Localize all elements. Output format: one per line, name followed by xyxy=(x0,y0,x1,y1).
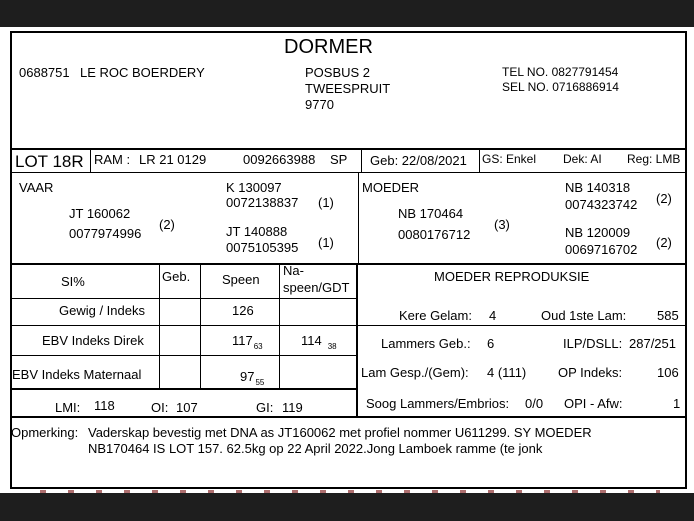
sire-dam-number: JT 140888 xyxy=(226,224,288,239)
viewer-bottom-bar xyxy=(0,493,694,521)
dam-dam-count: (2) xyxy=(656,235,672,250)
dam-dam-number: NB 120009 xyxy=(565,225,631,240)
lam-gesp-value: 4 (111) xyxy=(487,365,527,380)
lammers-geb-value: 6 xyxy=(487,336,495,351)
opi-afw-label: OPI - Afw: xyxy=(564,396,623,411)
opi-afw-value: 1 xyxy=(673,396,681,411)
soog-lammers-label: Soog Lammers/Embrios: xyxy=(366,396,510,411)
dam-sire-number: NB 140318 xyxy=(565,180,631,195)
ram-number: LR 21 0129 xyxy=(139,152,207,167)
ebv-maternaal-speen xyxy=(240,369,264,387)
ebv-direk-naspeen-value: 114 xyxy=(301,333,322,348)
vaar-number: JT 160062 xyxy=(69,206,131,221)
dek-type: Dek: AI xyxy=(563,152,602,166)
vaar-count: (2) xyxy=(159,217,175,232)
moeder-id: 0080176712 xyxy=(398,227,471,242)
lmi-label: LMI: xyxy=(55,400,81,415)
address-line-2: TWEESPRUIT xyxy=(305,81,391,96)
seller-id: 0688751 xyxy=(19,65,70,80)
sire-sire-count: (1) xyxy=(318,195,334,210)
moeder-label: MOEDER xyxy=(362,180,420,195)
naspeen-header-line1: Na- xyxy=(283,263,304,278)
geb-header: Geb. xyxy=(162,269,191,284)
breed-title: DORMER xyxy=(284,36,373,58)
ilp-dsll-label: ILP/DSLL: xyxy=(563,336,623,351)
oi-value: 107 xyxy=(176,400,198,415)
lam-gesp-label: Lam Gesp./(Gem): xyxy=(361,365,469,380)
ilp-dsll-value: 287/251 xyxy=(629,336,676,351)
ebv-direk-naspeen xyxy=(301,333,337,351)
dam-sire-id: 0074323742 xyxy=(565,197,638,212)
si-header: SI% xyxy=(61,274,85,289)
tel-number: TEL NO. 0827791454 xyxy=(502,65,619,79)
oud-lam-label: Oud 1ste Lam: xyxy=(541,308,627,323)
repro-title: MOEDER REPRODUKSIE xyxy=(434,269,590,284)
kere-gelam-label: Kere Gelam: xyxy=(399,308,472,323)
sire-dam-id: 0075105395 xyxy=(226,240,299,255)
gewig-speen: 126 xyxy=(232,303,254,318)
ebv-direk-speen-value: 117 xyxy=(232,333,253,348)
ebv-direk-label: EBV Indeks Direk xyxy=(42,333,144,348)
lot-number: LOT 18R xyxy=(15,152,84,171)
moeder-number: NB 170464 xyxy=(398,206,464,221)
birth-date: Geb: 22/08/2021 xyxy=(370,153,467,168)
dam-sire-count: (2) xyxy=(656,191,672,206)
remark-line-2: NB170464 IS LOT 157. 62.5kg op 22 April 2022.Jong Lamboek ramme (te jonk xyxy=(88,441,543,456)
op-indeks-value: 106 xyxy=(657,365,679,380)
ram-label: RAM : xyxy=(94,152,131,167)
ram-sp: SP xyxy=(330,152,348,167)
oud-lam-value: 585 xyxy=(657,308,679,323)
sire-dam-count: (1) xyxy=(318,235,334,250)
oi-label: OI: xyxy=(151,400,169,415)
sel-number: SEL NO. 0716886914 xyxy=(502,80,619,94)
dam-dam-id: 0069716702 xyxy=(565,242,638,257)
gs-type: GS: Enkel xyxy=(482,152,537,166)
sire-sire-id: 0072138837 xyxy=(226,195,299,210)
kere-gelam-value: 4 xyxy=(489,308,497,323)
soog-lammers-value: 0/0 xyxy=(525,396,544,411)
address-line-3: 9770 xyxy=(305,97,334,112)
document-page xyxy=(0,27,694,493)
vaar-label: VAAR xyxy=(19,180,54,195)
moeder-count: (3) xyxy=(494,217,510,232)
ebv-maternaal-speen-value: 97 xyxy=(240,369,255,384)
gewig-label: Gewig / Indeks xyxy=(59,303,145,318)
sire-sire-number: K 130097 xyxy=(226,180,282,195)
ebv-direk-speen xyxy=(232,333,263,351)
card-frame xyxy=(10,31,687,489)
gi-value: 119 xyxy=(282,400,303,415)
lmi-value: 118 xyxy=(94,398,115,413)
naspeen-header-line2: speen/GDT xyxy=(283,280,350,295)
ram-id: 0092663988 xyxy=(243,152,316,167)
reg-type: Reg: LMB xyxy=(627,152,681,166)
remark-line-1: Vaderskap bevestig met DNA as JT160062 met profiel nommer U611299. SY MOEDER xyxy=(88,425,592,440)
seller-name: LE ROC BOERDERY xyxy=(80,65,205,80)
speen-header: Speen xyxy=(222,272,260,287)
vaar-id: 0077974996 xyxy=(69,226,142,241)
ebv-maternaal-label: EBV Indeks Maternaal xyxy=(12,367,142,382)
ebv-direk-speen-accuracy: 63 xyxy=(253,342,263,351)
address-line-1: POSBUS 2 xyxy=(305,65,371,80)
lammers-geb-label: Lammers Geb.: xyxy=(381,336,471,351)
op-indeks-label: OP Indeks: xyxy=(558,365,623,380)
ebv-maternaal-speen-accuracy: 55 xyxy=(255,378,265,387)
gi-label: GI: xyxy=(256,400,274,415)
remark-label: Opmerking: xyxy=(11,425,79,440)
ebv-direk-naspeen-accuracy: 38 xyxy=(327,342,337,351)
